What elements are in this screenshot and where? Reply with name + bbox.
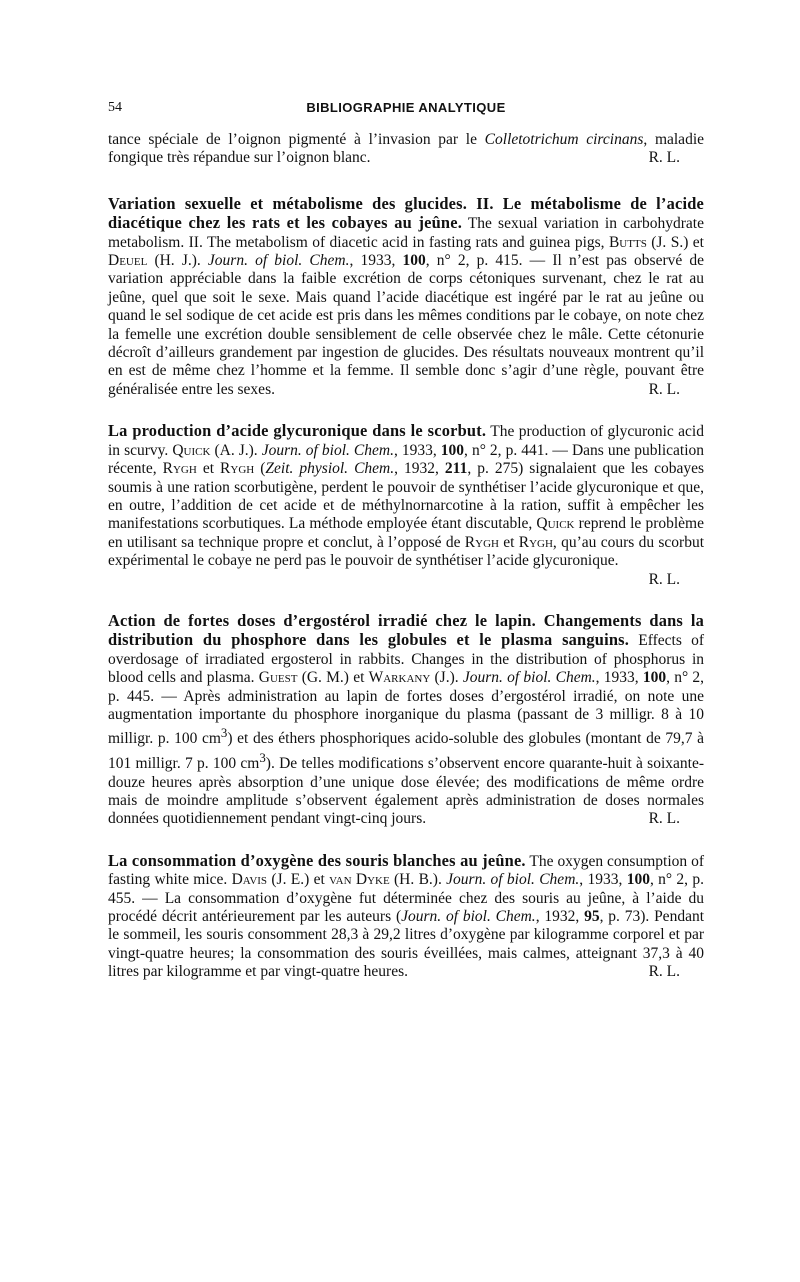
reference-text: , 1932,	[535, 907, 585, 925]
journal-name: Zeit. physiol. Chem.	[265, 460, 395, 478]
author-name: Rygh	[162, 460, 197, 478]
abstract-body: Pendant le sommeil, les souris consomment 28,3 à 29,2 litres d’oxygène par kilogramme corporel et par vingt-quatre heures; la consommation des souris éveillées, mais calmes, atteignant 37,3 à 40 litres par kilogramme et par vingt-quatre heures.	[108, 907, 704, 981]
author-name: Rygh	[464, 533, 499, 551]
author-initials: (H. B.).	[389, 871, 447, 889]
reference-text: , 1933,	[393, 441, 441, 459]
entry-oxygen-consumption	[108, 852, 704, 982]
journal-name: Journ. of biol. Chem.	[462, 669, 596, 687]
signature: R. L.	[648, 963, 680, 981]
page-header	[108, 98, 704, 118]
entry-ergosterol	[108, 612, 704, 829]
abstract-body: , qu’au cours du scorbut expérimental le cobaye ne perd pas le pouvoir de synthétiser l’acide glycuronique.	[108, 533, 704, 570]
reference-text: , 1933,	[349, 252, 403, 270]
journal-name: Journ. of biol. Chem.	[401, 907, 536, 925]
abstract-body: reprend le problème en utilisant sa technique propre et conclut, à l’opposé de	[108, 515, 704, 551]
author-name: Davis	[231, 871, 268, 889]
abstract-body: signalaient que les cobayes soumis à une ration scorbutigène, perdent le pouvoir de synthétiser l’acide glycuronique et que, en outre, l’addition de cet acide et de méthylnornarcotine à la ration, suffit à empêcher les manifestations scorbutiques. La méthode employée étant discutable,	[108, 460, 705, 533]
reference-text: , 1932,	[394, 460, 445, 478]
author-name: Deuel	[108, 252, 148, 270]
reference-text: , p. 275)	[467, 460, 530, 478]
author-initials: (J. S.) et	[646, 233, 704, 251]
author-name: Quick	[536, 515, 575, 533]
reference-text: , p. 73).	[599, 907, 655, 925]
entry-glycuronic-acid	[108, 422, 704, 570]
reference-text: et	[498, 533, 519, 551]
page-number: 54	[108, 100, 122, 115]
abstract-body: ) et des éthers phosphoriques acido-soluble des globules (montant de 79,7 à 101 milligr. 7 p. 100 cm	[108, 730, 704, 773]
entry-title: Variation sexuelle et métabolisme des glucides. II. Le métabolisme de l’acide diacétique chez les rats et les cobayes au jeûne.	[108, 193, 704, 233]
journal-name: Journ. of biol. Chem.	[261, 441, 394, 459]
journal-name: Journ. of biol. Chem.	[207, 252, 350, 270]
author-name: Quick	[172, 441, 211, 459]
reference-text: , 1933,	[579, 871, 627, 889]
entry-text: , maladie fongique très répandue sur l’oignon blanc.	[108, 131, 705, 167]
abstract-body: ). De telles modifications s’observent encore quarante-huit à soixante-douze heures après absorption d’une unique dose élevée; des modifications de même ordre mais de moindre amplitude s’observent également après administration de doses normales données quotidiennement pendant vingt-cinq jours.	[108, 755, 704, 828]
english-title: Effects of overdosage of irradiated ergosterol in rabbits. Changes in the distribution of phosphorus in blood cells and plasma.	[108, 632, 704, 687]
signature: R. L.	[648, 810, 680, 828]
reference-text: , n° 2, p. 445. —	[108, 669, 705, 705]
english-title: The production of glycuronic acid in scurvy.	[108, 423, 704, 459]
reference-text: , n° 2, p. 441. — Dans une publication récente,	[108, 441, 704, 478]
author-name: Butts	[608, 233, 647, 251]
author-name: Warkany	[368, 669, 431, 687]
reference-text: et	[196, 460, 221, 478]
page-body	[108, 131, 704, 982]
running-title: BIBLIOGRAPHIE ANALYTIQUE	[306, 100, 506, 115]
entry-text: tance spéciale de l’oignon pigmenté à l’invasion par le	[108, 131, 485, 148]
abstract-body: Il n’est pas observé de variation appréciable dans la faible excrétion de corps cétoniques survenant, chez le rat au jeûne, quel que soit le sexe. Mais quand l’acide diacétique est ingéré par le rat au jeûne ou quand le sel sodique de cet acide est pris dans les mêmes conditions par le cobaye, on note chez la femelle une excrétion double sensiblement de celle observée chez le mâle. Cette cétonurie décroît d’ailleurs grandement par ingestion de glucides. Des résultats nouveaux montrent qu’il en est de même chez l’homme et la femme. Il semble donc s’agir d’une règle, pouvant être généralisée entre les sexes.	[108, 252, 705, 398]
superscript: 3	[259, 749, 266, 765]
signature: R. L.	[648, 380, 680, 398]
journal-name: Journ. of biol. Chem.	[446, 871, 580, 889]
author-initials: (J.).	[430, 669, 463, 687]
english-title: The sexual variation in carbohydrate metabolism. II. The metabolism of diacetic acid in fasting rats and guinea pigs,	[108, 215, 704, 251]
author-initials: (G. M.) et	[297, 669, 369, 687]
author-initials: (J. E.) et	[267, 871, 330, 889]
author-initials: (H. J.).	[147, 252, 208, 270]
reference-text: , n° 2, p. 455. —	[108, 871, 704, 907]
species-name: Colletotrichum circinans	[484, 131, 644, 148]
reference-text: , n° 2, p. 415. —	[425, 252, 553, 270]
author-initials: (A. J.).	[210, 441, 262, 459]
entry-title: La production d’acide glycuronique dans le scorbut.	[108, 421, 487, 441]
reference-text: (	[254, 460, 266, 478]
signature: R. L.	[648, 570, 680, 588]
abstract-body: Après administration au lapin de fortes doses d’ergostérol irradié, on note une augmentation importante du phosphore inorganique du plasma (passant de 3 milligr. 8 à 10 milligr. p. 100 cm	[108, 687, 704, 748]
superscript: 3	[220, 725, 228, 741]
entry-sexual-variation	[108, 195, 704, 399]
author-name: van Dyke	[329, 871, 390, 889]
abstract-body: La consommation d’oxygène fut déterminée chez des souris au jeûne, à l’aide du procédé décrit antérieurement par les auteurs (	[108, 889, 705, 925]
volume-number: 95	[584, 907, 600, 925]
volume-number: 100	[626, 871, 650, 889]
reference-text: , 1933,	[595, 669, 643, 687]
author-name: Rygh	[220, 460, 255, 478]
volume-number: 100	[440, 441, 465, 459]
author-name: Guest	[258, 669, 298, 687]
signature: R. L.	[648, 149, 680, 167]
entry-title: La consommation d’oxygène des souris blanches au jeûne.	[108, 850, 526, 870]
author-name: Rygh	[518, 533, 553, 551]
volume-number: 100	[402, 252, 426, 270]
volume-number: 211	[444, 460, 468, 478]
entry-title: Action de fortes doses d’ergostérol irradié chez le lapin. Changements dans la distribution du phosphore dans les globules et le plasma sanguins.	[108, 610, 704, 650]
english-title: The oxygen consumption of fasting white mice.	[108, 852, 704, 889]
volume-number: 100	[642, 669, 667, 687]
